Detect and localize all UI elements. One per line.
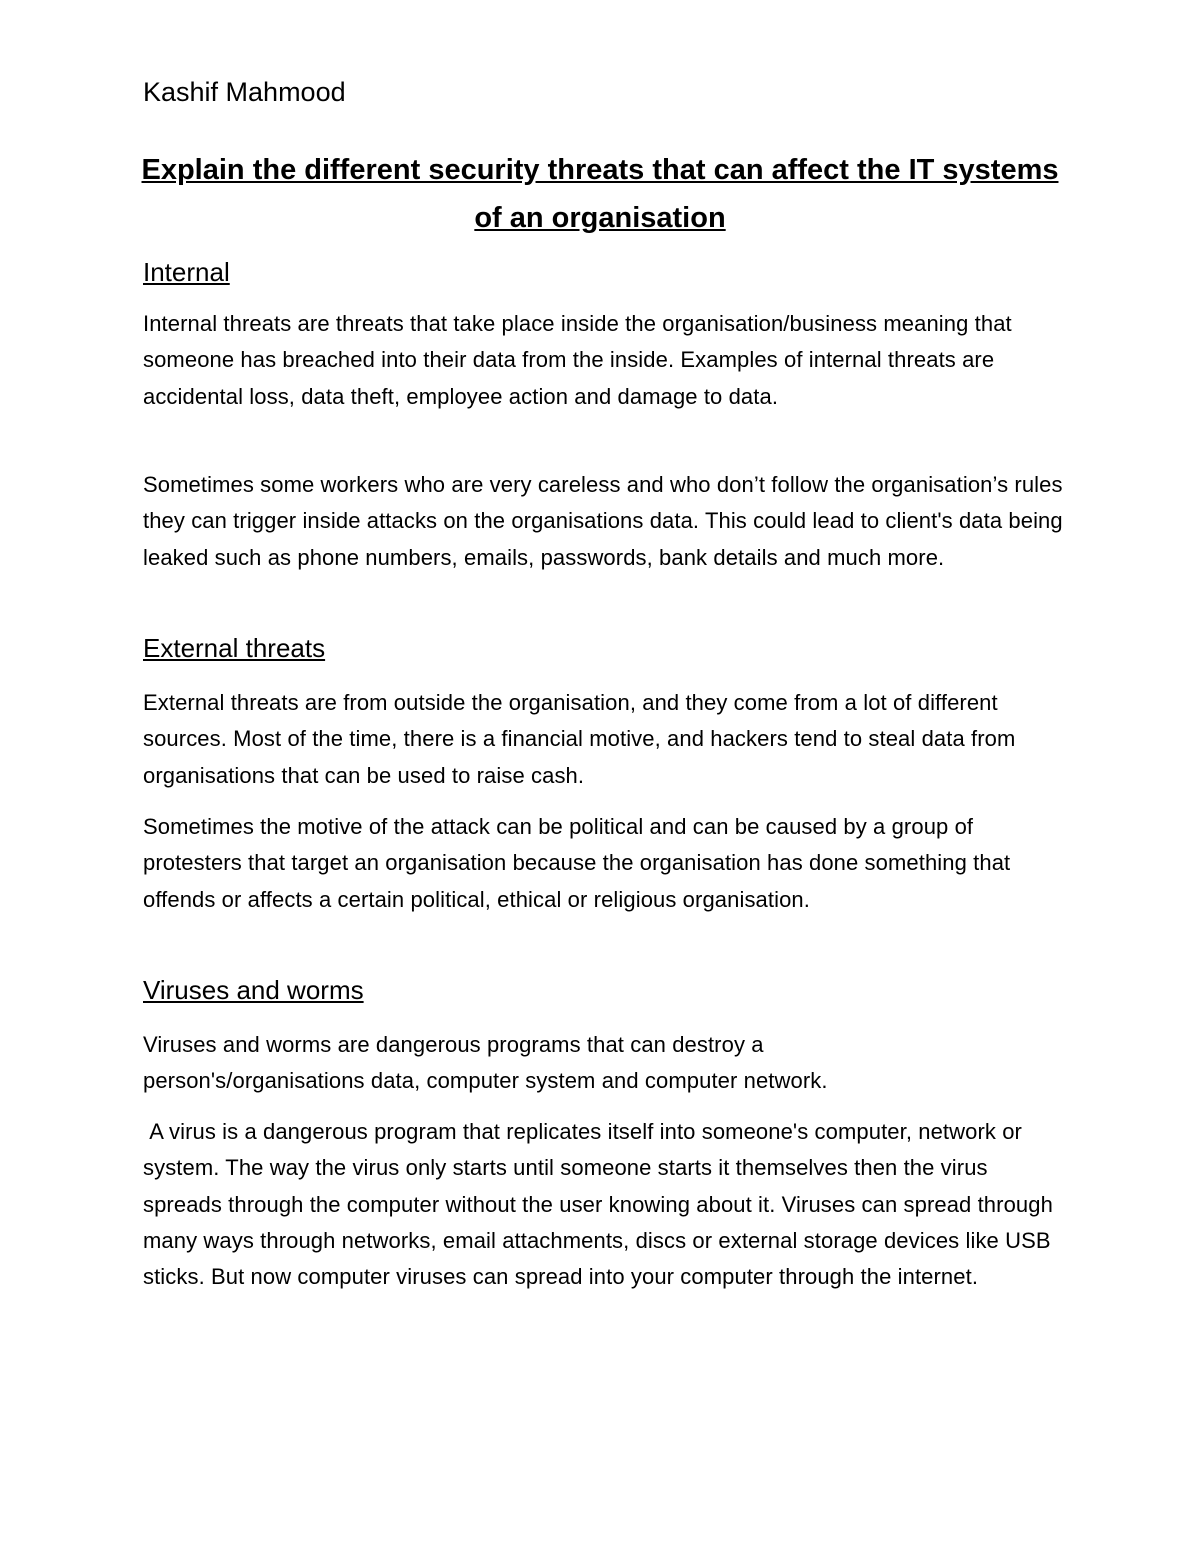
section-heading-internal: Internal (143, 257, 230, 287)
paragraph-external-2: Sometimes the motive of the attack can be political and can be caused by a group of protesters that target an organisation because the organisation has done something that offends or affects a certain political, ethical or religious organisation. (143, 814, 1011, 912)
paragraph-internal-1: Internal threats are threats that take place inside the organisation/business meaning that someone has breached into their data from the inside. Examples of internal threats are accidental loss, data theft, employee action and damage to data. (143, 311, 1012, 409)
author-name: Kashif Mahmood (143, 77, 346, 107)
paragraph-external-1: External threats are from outside the organisation, and they come from a lot of different sources. Most of the time, there is a financial motive, and hackers tend to steal data from organisations that can be used to raise cash. (143, 690, 1016, 788)
paragraph-internal-2: Sometimes some workers who are very careless and who don’t follow the organisation’s rules they can trigger inside attacks on the organisations data. This could lead to client's data being leaked such as phone numbers, emails, passwords, bank details and much more. (143, 472, 1063, 570)
section-heading-external-threats: External threats (143, 633, 326, 663)
document-title: Explain the different security threats that can affect the IT systems of an organisation (141, 154, 1059, 234)
section-heading-viruses-and-worms: Viruses and worms (143, 975, 364, 1005)
paragraph-viruses-2: A virus is a dangerous program that replicates itself into someone's computer, network or system. The way the virus only starts until someone starts it themselves then the virus spreads through the computer without the user knowing about it. Viruses can spread through many ways through networks, email attachments, discs or external storage devices like USB sticks. But now computer viruses can spread into your computer through the internet. (143, 1119, 1060, 1290)
paragraph-viruses-1: Viruses and worms are dangerous programs that can destroy a person's/organisations data, computer system and computer network. (143, 1032, 828, 1094)
